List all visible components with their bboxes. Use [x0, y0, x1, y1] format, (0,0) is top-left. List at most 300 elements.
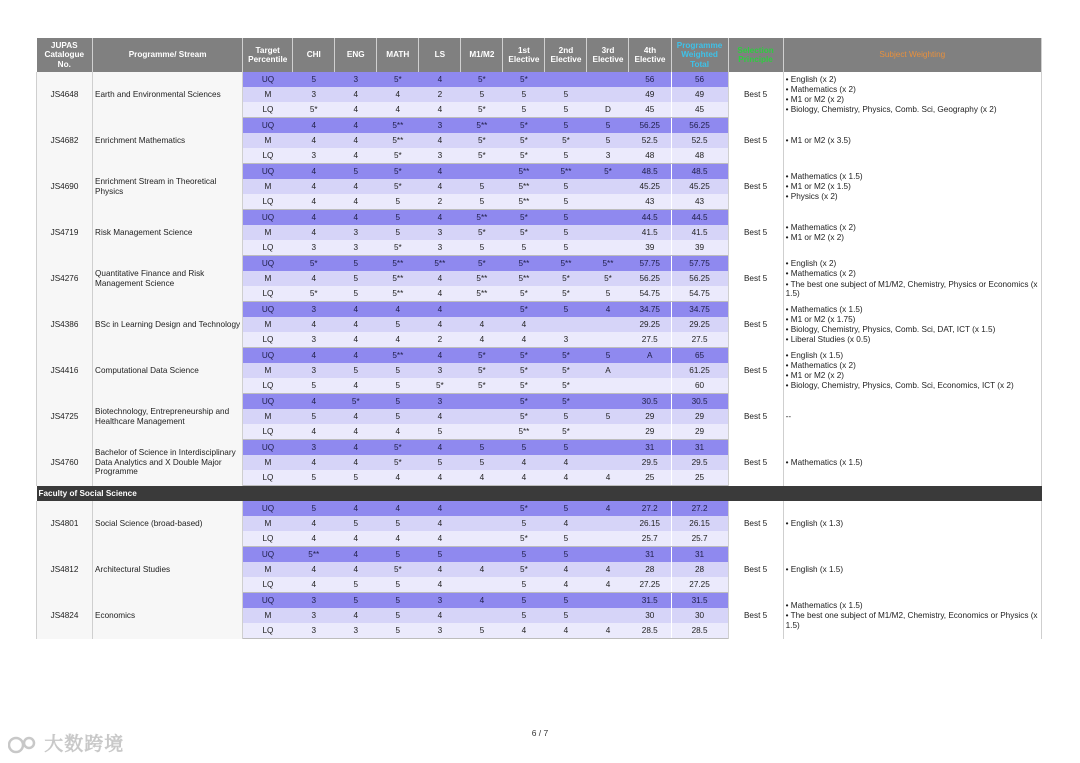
score-chi: 3 [293, 608, 335, 623]
subject-weighting [783, 501, 1041, 547]
score-eng: 4 [335, 409, 377, 424]
score-e4: 48.5 [629, 164, 671, 180]
col-total: Programme Weighted Total [671, 38, 728, 72]
score-eng: 3 [335, 72, 377, 87]
score-chi: 4 [293, 348, 335, 364]
target-percentile: M [243, 608, 293, 623]
score-math: 5 [377, 225, 419, 240]
subject-weighting [783, 593, 1041, 639]
col-weighting: Subject Weighting [783, 38, 1041, 72]
target-percentile: M [243, 562, 293, 577]
score-math: 4 [377, 87, 419, 102]
score-m1m2: 5* [461, 225, 503, 240]
score-chi: 4 [293, 531, 335, 547]
score-e2: 5 [545, 87, 587, 102]
score-e2: 5 [545, 210, 587, 226]
target-percentile: LQ [243, 332, 293, 348]
score-chi: 3 [293, 363, 335, 378]
score-e4: 29.25 [629, 317, 671, 332]
score-eng: 5 [335, 271, 377, 286]
score-e3 [587, 440, 629, 456]
score-math: 5* [377, 240, 419, 256]
science-programmes [37, 72, 1042, 486]
score-ls: 3 [419, 363, 461, 378]
weighted-total: 27.2 [671, 501, 728, 516]
catalogue-number: JS4801 [37, 501, 93, 547]
score-e4: A [629, 348, 671, 364]
score-math: 5 [377, 547, 419, 563]
score-e2: 5** [545, 256, 587, 272]
score-e2: 4 [545, 577, 587, 593]
score-eng: 5 [335, 256, 377, 272]
score-ls: 2 [419, 332, 461, 348]
score-e2: 4 [545, 470, 587, 486]
selection-principle: Best 5 [728, 593, 783, 639]
score-e1: 5 [503, 593, 545, 609]
target-percentile: M [243, 363, 293, 378]
score-math: 5** [377, 286, 419, 302]
score-e4: 41.5 [629, 225, 671, 240]
score-e2: 5 [545, 409, 587, 424]
score-e1: 5* [503, 225, 545, 240]
col-selection: Selection Principle [728, 38, 783, 72]
score-ls: 5** [419, 256, 461, 272]
score-ls: 4 [419, 133, 461, 148]
weighting-item: • Mathematics (x 1.5) [785, 304, 863, 314]
target-percentile: UQ [243, 118, 293, 134]
watermark-logo-icon [8, 734, 38, 756]
programme-name: Social Science (broad-based) [93, 501, 243, 547]
selection-principle: Best 5 [728, 256, 783, 302]
weighted-total: 54.75 [671, 286, 728, 302]
score-e4: 27.5 [629, 332, 671, 348]
score-eng: 4 [335, 148, 377, 164]
score-e3: 5 [587, 409, 629, 424]
subject-weighting [783, 118, 1041, 164]
score-e3: 3 [587, 148, 629, 164]
target-percentile: UQ [243, 164, 293, 180]
weighting-item: • Mathematics (x 2) [785, 360, 856, 370]
score-e1: 5* [503, 378, 545, 394]
weighted-total: 25 [671, 470, 728, 486]
score-math: 5 [377, 194, 419, 210]
score-e3: 5 [587, 118, 629, 134]
selection-principle: Best 5 [728, 210, 783, 256]
score-ls: 4 [419, 210, 461, 226]
score-e3 [587, 424, 629, 440]
score-chi: 5 [293, 72, 335, 87]
target-percentile: UQ [243, 501, 293, 516]
social-science-programmes [37, 501, 1042, 639]
score-e1: 5** [503, 256, 545, 272]
score-ls: 4 [419, 608, 461, 623]
weighting-item: • English (x 1.5) [785, 564, 844, 574]
score-ls: 4 [419, 271, 461, 286]
col-target: Target Percentile [243, 38, 293, 72]
target-percentile: M [243, 179, 293, 194]
score-e3: 4 [587, 501, 629, 516]
score-m1m2: 5* [461, 363, 503, 378]
catalogue-number: JS4276 [37, 256, 93, 302]
score-eng: 3 [335, 623, 377, 639]
score-e4: 25.7 [629, 531, 671, 547]
score-e3 [587, 179, 629, 194]
score-e4 [629, 378, 671, 394]
score-e2: 4 [545, 562, 587, 577]
target-percentile: M [243, 455, 293, 470]
score-m1m2: 5** [461, 286, 503, 302]
weighted-total: 30 [671, 608, 728, 623]
score-ls: 5 [419, 424, 461, 440]
weighting-item: • English (x 1.3) [785, 519, 844, 529]
score-ls: 4 [419, 72, 461, 87]
weighted-total: 26.15 [671, 516, 728, 531]
score-eng: 4 [335, 332, 377, 348]
score-ls: 3 [419, 148, 461, 164]
score-e3: 4 [587, 302, 629, 318]
score-chi: 3 [293, 593, 335, 609]
score-e2: 5 [545, 148, 587, 164]
score-chi: 5** [293, 547, 335, 563]
score-math: 5 [377, 378, 419, 394]
programme-name: Architectural Studies [93, 547, 243, 593]
score-e1: 5* [503, 363, 545, 378]
score-e1: 5* [503, 118, 545, 134]
score-e1: 5* [503, 501, 545, 516]
score-e3 [587, 378, 629, 394]
score-eng: 4 [335, 378, 377, 394]
score-e3 [587, 317, 629, 332]
score-eng: 4 [335, 424, 377, 440]
score-m1m2: 5 [461, 179, 503, 194]
score-ls: 3 [419, 225, 461, 240]
score-m1m2: 5 [461, 240, 503, 256]
target-percentile: UQ [243, 302, 293, 318]
score-ls: 4 [419, 102, 461, 118]
score-chi: 4 [293, 455, 335, 470]
score-m1m2: 4 [461, 332, 503, 348]
subject-weighting [783, 302, 1041, 348]
score-eng: 5* [335, 394, 377, 410]
subject-weighting [783, 256, 1041, 302]
weighting-item: • M1 or M2 (x 2) [785, 371, 844, 380]
target-percentile: UQ [243, 348, 293, 364]
programme-row [37, 394, 1042, 410]
score-e1: 5* [503, 286, 545, 302]
programme-row [37, 501, 1042, 516]
col-e2: 2nd Elective [545, 38, 587, 72]
score-e3: 4 [587, 623, 629, 639]
score-e4: 31 [629, 440, 671, 456]
weighted-total: 57.75 [671, 256, 728, 272]
target-percentile: LQ [243, 577, 293, 593]
score-m1m2: 5* [461, 72, 503, 87]
weighting-item: • English (x 1.5) [785, 350, 844, 360]
score-e2: 4 [545, 455, 587, 470]
weighted-total: 48.5 [671, 164, 728, 180]
score-math: 5 [377, 394, 419, 410]
programme-name: Computational Data Science [93, 348, 243, 394]
score-e4: 39 [629, 240, 671, 256]
target-percentile: LQ [243, 240, 293, 256]
selection-principle: Best 5 [728, 501, 783, 547]
score-e4: 56.25 [629, 271, 671, 286]
score-chi: 4 [293, 194, 335, 210]
catalogue-number: JS4416 [37, 348, 93, 394]
weighted-total: 39 [671, 240, 728, 256]
score-e3: D [587, 102, 629, 118]
score-chi: 4 [293, 317, 335, 332]
weighting-item: -- [785, 411, 792, 421]
score-e4: 44.5 [629, 210, 671, 226]
score-e3 [587, 455, 629, 470]
weighted-total: 60 [671, 378, 728, 394]
score-e1: 5* [503, 409, 545, 424]
score-e1: 5* [503, 148, 545, 164]
score-e3: 5** [587, 256, 629, 272]
target-percentile: UQ [243, 593, 293, 609]
selection-principle: Best 5 [728, 394, 783, 440]
score-m1m2 [461, 501, 503, 516]
score-math: 4 [377, 424, 419, 440]
score-chi: 3 [293, 332, 335, 348]
score-e1: 4 [503, 623, 545, 639]
col-e1: 1st Elective [503, 38, 545, 72]
weighted-total: 29.25 [671, 317, 728, 332]
score-e4: 45 [629, 102, 671, 118]
subject-weighting [783, 164, 1041, 210]
score-m1m2: 4 [461, 317, 503, 332]
weighted-total: 28 [671, 562, 728, 577]
weighted-total: 31 [671, 440, 728, 456]
target-percentile: M [243, 271, 293, 286]
weighted-total: 48 [671, 148, 728, 164]
score-e4: 43 [629, 194, 671, 210]
score-ls: 4 [419, 516, 461, 531]
score-ls: 4 [419, 562, 461, 577]
score-ls: 4 [419, 470, 461, 486]
score-math: 4 [377, 470, 419, 486]
weighted-total: 52.5 [671, 133, 728, 148]
score-math: 5** [377, 256, 419, 272]
score-eng: 4 [335, 562, 377, 577]
score-math: 5 [377, 577, 419, 593]
score-e3 [587, 72, 629, 87]
score-e3 [587, 547, 629, 563]
score-e1: 5 [503, 608, 545, 623]
score-e4: 57.75 [629, 256, 671, 272]
score-chi: 4 [293, 118, 335, 134]
weighted-total: 65 [671, 348, 728, 364]
score-e2: 5** [545, 164, 587, 180]
weighted-total: 31 [671, 547, 728, 563]
selection-principle: Best 5 [728, 302, 783, 348]
subject-weighting [783, 547, 1041, 593]
score-ls: 3 [419, 240, 461, 256]
target-percentile: LQ [243, 102, 293, 118]
score-e3: 5 [587, 286, 629, 302]
score-math: 5 [377, 210, 419, 226]
score-e3 [587, 394, 629, 410]
score-ls: 2 [419, 194, 461, 210]
score-math: 5 [377, 363, 419, 378]
score-m1m2: 5* [461, 133, 503, 148]
score-eng: 4 [335, 194, 377, 210]
score-e2: 5 [545, 608, 587, 623]
score-e1: 5** [503, 194, 545, 210]
score-chi: 4 [293, 225, 335, 240]
score-e4: 31.5 [629, 593, 671, 609]
programme-name: BSc in Learning Design and Technology [93, 302, 243, 348]
score-m1m2 [461, 409, 503, 424]
target-percentile: M [243, 317, 293, 332]
score-e4: 56 [629, 72, 671, 87]
weighted-total: 34.75 [671, 302, 728, 318]
score-e2: 5 [545, 179, 587, 194]
score-e4: 54.75 [629, 286, 671, 302]
score-e2: 5 [545, 531, 587, 547]
score-m1m2: 5** [461, 118, 503, 134]
score-e4: 52.5 [629, 133, 671, 148]
target-percentile: UQ [243, 210, 293, 226]
col-math: MATH [377, 38, 419, 72]
score-math: 5 [377, 409, 419, 424]
score-chi: 4 [293, 133, 335, 148]
score-e1: 5 [503, 87, 545, 102]
programme-row [37, 302, 1042, 318]
weighted-total: 41.5 [671, 225, 728, 240]
score-m1m2: 5** [461, 271, 503, 286]
catalogue-number: JS4812 [37, 547, 93, 593]
score-chi: 4 [293, 577, 335, 593]
score-m1m2 [461, 424, 503, 440]
score-e4: 26.15 [629, 516, 671, 531]
score-e2: 5* [545, 363, 587, 378]
score-e2: 5* [545, 271, 587, 286]
score-e1: 5** [503, 424, 545, 440]
weighted-total: 28.5 [671, 623, 728, 639]
score-chi: 4 [293, 394, 335, 410]
score-math: 5** [377, 133, 419, 148]
programme-row [37, 440, 1042, 456]
target-percentile: UQ [243, 394, 293, 410]
score-eng: 5 [335, 593, 377, 609]
score-e2: 5 [545, 118, 587, 134]
score-chi: 5 [293, 409, 335, 424]
programme-name: Economics [93, 593, 243, 639]
score-e2 [545, 72, 587, 87]
score-e3: 4 [587, 562, 629, 577]
programme-name: Earth and Environmental Sciences [93, 72, 243, 118]
score-e2: 3 [545, 332, 587, 348]
score-e1: 5 [503, 516, 545, 531]
weighted-total: 29 [671, 409, 728, 424]
score-e1: 5* [503, 394, 545, 410]
score-ls: 4 [419, 286, 461, 302]
score-eng: 3 [335, 240, 377, 256]
score-e1: 5* [503, 562, 545, 577]
score-e4: 30.5 [629, 394, 671, 410]
score-e2 [545, 317, 587, 332]
score-ls: 4 [419, 348, 461, 364]
target-percentile: M [243, 516, 293, 531]
score-e4: 45.25 [629, 179, 671, 194]
selection-principle: Best 5 [728, 348, 783, 394]
weighting-item: • Biology, Chemistry, Physics, Comb. Sci, Geography (x 2) [785, 105, 997, 115]
weighted-total: 27.5 [671, 332, 728, 348]
weighting-item: • Biology, Chemistry, Physics, Comb. Sci, DAT, ICT (x 1.5) [785, 325, 996, 334]
score-eng: 5 [335, 470, 377, 486]
score-m1m2: 4 [461, 470, 503, 486]
score-ls: 4 [419, 501, 461, 516]
weighted-total: 56.25 [671, 118, 728, 134]
score-chi: 5* [293, 286, 335, 302]
score-math: 4 [377, 302, 419, 318]
score-e4: 31 [629, 547, 671, 563]
score-e2: 5* [545, 424, 587, 440]
score-eng: 5 [335, 164, 377, 180]
score-e2: 5* [545, 348, 587, 364]
score-chi: 3 [293, 440, 335, 456]
score-m1m2: 4 [461, 593, 503, 609]
score-math: 5* [377, 72, 419, 87]
score-ls: 4 [419, 440, 461, 456]
score-eng: 4 [335, 87, 377, 102]
catalogue-number: JS4690 [37, 164, 93, 210]
score-chi: 3 [293, 240, 335, 256]
score-chi: 5 [293, 378, 335, 394]
score-e3: 5 [587, 133, 629, 148]
score-ls: 2 [419, 87, 461, 102]
weighting-item: • M1 or M2 (x 3.5) [785, 135, 851, 145]
score-e2: 5 [545, 240, 587, 256]
weighting-item: • Biology, Chemistry, Physics, Comb. Sci, Economics, ICT (x 2) [785, 381, 1014, 391]
score-e3 [587, 240, 629, 256]
score-m1m2: 5 [461, 194, 503, 210]
score-e1: 5** [503, 179, 545, 194]
weighting-item: • The best one subject of M1/M2, Chemistry, Economics or Physics (x 1.5) [785, 611, 1038, 630]
programme-name: Enrichment Stream in Theoretical Physics [93, 164, 243, 210]
catalogue-number: JS4648 [37, 72, 93, 118]
score-chi: 5* [293, 102, 335, 118]
score-math: 5* [377, 562, 419, 577]
weighting-item: • English (x 2) [785, 74, 837, 84]
score-math: 5** [377, 348, 419, 364]
score-chi: 4 [293, 179, 335, 194]
score-eng: 4 [335, 317, 377, 332]
target-percentile: UQ [243, 547, 293, 563]
score-e2: 5* [545, 394, 587, 410]
score-m1m2 [461, 547, 503, 563]
score-m1m2: 5 [461, 455, 503, 470]
score-chi: 3 [293, 148, 335, 164]
score-m1m2: 5 [461, 87, 503, 102]
page-number: 6 / 7 [531, 728, 549, 738]
weighted-total: 27.25 [671, 577, 728, 593]
weighting-item: • M1 or M2 (x 2) [785, 95, 844, 105]
score-e3: 4 [587, 470, 629, 486]
weighting-item: • Physics (x 2) [785, 192, 838, 202]
target-percentile: LQ [243, 531, 293, 547]
weighting-item: • Mathematics (x 2) [785, 269, 856, 279]
score-e2: 5 [545, 225, 587, 240]
score-eng: 4 [335, 531, 377, 547]
score-chi: 3 [293, 87, 335, 102]
score-chi: 4 [293, 562, 335, 577]
score-e1: 4 [503, 470, 545, 486]
score-math: 4 [377, 501, 419, 516]
weighted-total: 49 [671, 87, 728, 102]
